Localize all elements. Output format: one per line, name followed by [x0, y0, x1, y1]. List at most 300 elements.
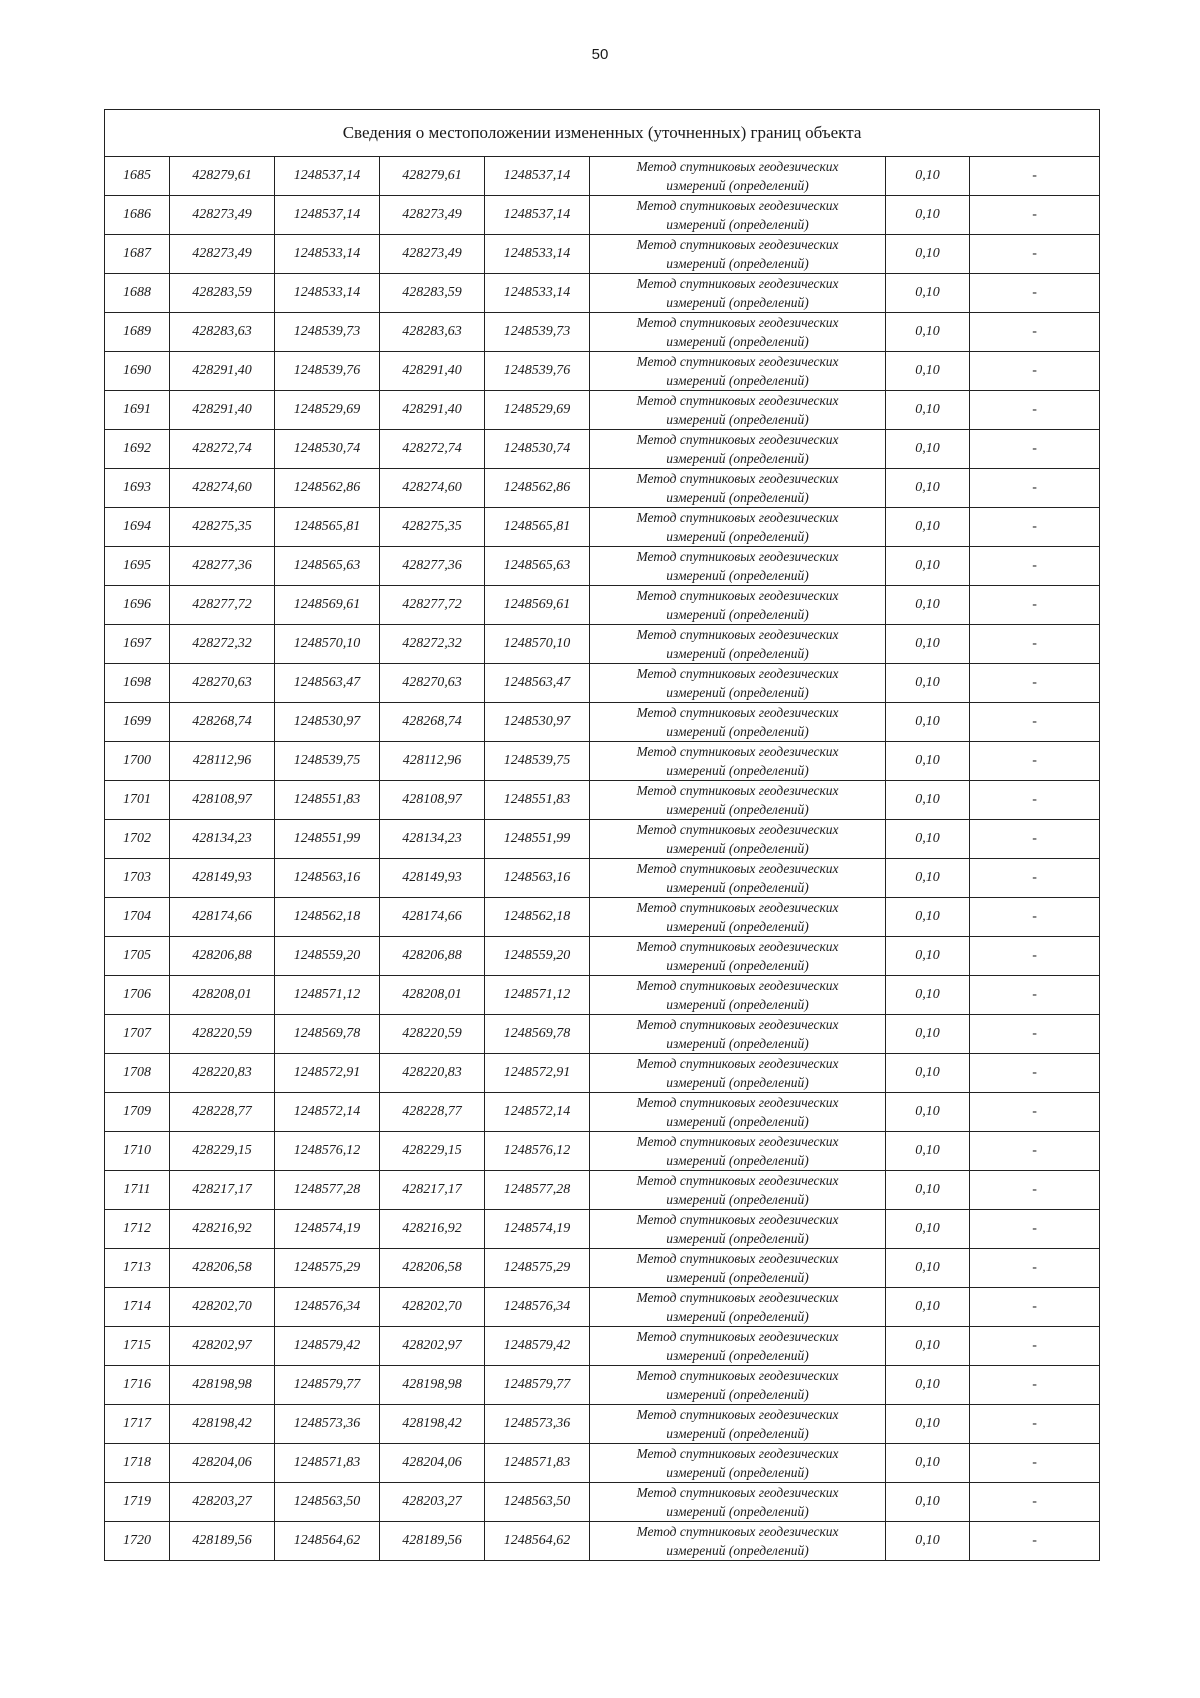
- accuracy-cell: 0,10: [886, 1093, 970, 1132]
- note-cell: -: [970, 1483, 1100, 1522]
- note-cell: -: [970, 937, 1100, 976]
- note-cell: -: [970, 820, 1100, 859]
- refined-x-cell: 428134,23: [380, 820, 485, 859]
- method-line-2: измерений (определений): [666, 334, 809, 349]
- accuracy-cell: 0,10: [886, 976, 970, 1015]
- point-number-cell: 1704: [105, 898, 170, 937]
- table-row: [105, 1522, 1100, 1561]
- table-row: [105, 157, 1100, 196]
- refined-y-cell: 1248576,34: [485, 1288, 590, 1327]
- existing-y-cell: 1248563,16: [275, 859, 380, 898]
- existing-y-cell: 1248539,76: [275, 352, 380, 391]
- accuracy-cell: 0,10: [886, 1210, 970, 1249]
- existing-y-cell: 1248576,12: [275, 1132, 380, 1171]
- point-number-cell: 1699: [105, 703, 170, 742]
- table-row: [105, 235, 1100, 274]
- accuracy-cell: 0,10: [886, 1483, 970, 1522]
- table-row: [105, 820, 1100, 859]
- method-line-1: Метод спутниковых геодезических: [636, 627, 839, 642]
- existing-y-cell: 1248539,73: [275, 313, 380, 352]
- refined-y-cell: 1248572,14: [485, 1093, 590, 1132]
- table-row: [105, 1210, 1100, 1249]
- point-number-cell: 1705: [105, 937, 170, 976]
- method-line-1: Метод спутниковых геодезических: [636, 666, 839, 681]
- method-cell: [590, 586, 886, 625]
- refined-x-cell: 428270,63: [380, 664, 485, 703]
- table-row: [105, 196, 1100, 235]
- existing-y-cell: 1248551,83: [275, 781, 380, 820]
- existing-y-cell: 1248565,81: [275, 508, 380, 547]
- refined-x-cell: 428174,66: [380, 898, 485, 937]
- existing-x-cell: 428203,27: [170, 1483, 275, 1522]
- refined-x-cell: 428203,27: [380, 1483, 485, 1522]
- method-line-2: измерений (определений): [666, 1036, 809, 1051]
- table-row: [105, 1093, 1100, 1132]
- accuracy-cell: 0,10: [886, 1522, 970, 1561]
- method-cell: [590, 313, 886, 352]
- method-line-1: Метод спутниковых геодезических: [636, 354, 839, 369]
- note-cell: -: [970, 1522, 1100, 1561]
- method-line-2: измерений (определений): [666, 919, 809, 934]
- refined-y-cell: 1248571,83: [485, 1444, 590, 1483]
- existing-x-cell: 428198,98: [170, 1366, 275, 1405]
- existing-x-cell: 428189,56: [170, 1522, 275, 1561]
- existing-x-cell: 428229,15: [170, 1132, 275, 1171]
- accuracy-cell: 0,10: [886, 1132, 970, 1171]
- existing-y-cell: 1248576,34: [275, 1288, 380, 1327]
- table-row: [105, 274, 1100, 313]
- method-line-1: Метод спутниковых геодезических: [636, 783, 839, 798]
- method-cell: [590, 1366, 886, 1405]
- refined-x-cell: 428268,74: [380, 703, 485, 742]
- note-cell: -: [970, 1288, 1100, 1327]
- existing-x-cell: 428149,93: [170, 859, 275, 898]
- method-line-1: Метод спутниковых геодезических: [636, 1485, 839, 1500]
- existing-x-cell: 428202,70: [170, 1288, 275, 1327]
- method-cell: [590, 547, 886, 586]
- method-line-1: Метод спутниковых геодезических: [636, 315, 839, 330]
- method-cell: [590, 1132, 886, 1171]
- existing-x-cell: 428174,66: [170, 898, 275, 937]
- method-line-2: измерений (определений): [666, 802, 809, 817]
- point-number-cell: 1715: [105, 1327, 170, 1366]
- refined-x-cell: 428198,42: [380, 1405, 485, 1444]
- method-line-2: измерений (определений): [666, 841, 809, 856]
- accuracy-cell: 0,10: [886, 1171, 970, 1210]
- method-line-2: измерений (определений): [666, 1153, 809, 1168]
- table-row: [105, 1327, 1100, 1366]
- existing-y-cell: 1248529,69: [275, 391, 380, 430]
- method-cell: [590, 1249, 886, 1288]
- accuracy-cell: 0,10: [886, 157, 970, 196]
- point-number-cell: 1711: [105, 1171, 170, 1210]
- method-line-1: Метод спутниковых геодезических: [636, 432, 839, 447]
- existing-x-cell: 428206,58: [170, 1249, 275, 1288]
- method-line-1: Метод спутниковых геодезических: [636, 1251, 839, 1266]
- boundary-coordinates-table: [104, 109, 1100, 1561]
- method-cell: [590, 274, 886, 313]
- method-line-1: Метод спутниковых геодезических: [636, 744, 839, 759]
- note-cell: -: [970, 1132, 1100, 1171]
- existing-x-cell: 428279,61: [170, 157, 275, 196]
- point-number-cell: 1688: [105, 274, 170, 313]
- point-number-cell: 1720: [105, 1522, 170, 1561]
- existing-y-cell: 1248533,14: [275, 274, 380, 313]
- method-line-2: измерений (определений): [666, 412, 809, 427]
- refined-y-cell: 1248551,83: [485, 781, 590, 820]
- refined-y-cell: 1248562,86: [485, 469, 590, 508]
- refined-y-cell: 1248539,76: [485, 352, 590, 391]
- accuracy-cell: 0,10: [886, 937, 970, 976]
- existing-x-cell: 428270,63: [170, 664, 275, 703]
- existing-y-cell: 1248559,20: [275, 937, 380, 976]
- refined-y-cell: 1248576,12: [485, 1132, 590, 1171]
- method-cell: [590, 703, 886, 742]
- refined-y-cell: 1248539,73: [485, 313, 590, 352]
- note-cell: -: [970, 586, 1100, 625]
- method-cell: [590, 1522, 886, 1561]
- method-line-1: Метод спутниковых геодезических: [636, 978, 839, 993]
- note-cell: -: [970, 508, 1100, 547]
- existing-y-cell: 1248562,86: [275, 469, 380, 508]
- refined-y-cell: 1248563,47: [485, 664, 590, 703]
- note-cell: -: [970, 1327, 1100, 1366]
- method-cell: [590, 1054, 886, 1093]
- method-line-1: Метод спутниковых геодезических: [636, 822, 839, 837]
- note-cell: -: [970, 742, 1100, 781]
- method-cell: [590, 742, 886, 781]
- existing-y-cell: 1248579,77: [275, 1366, 380, 1405]
- existing-y-cell: 1248570,10: [275, 625, 380, 664]
- refined-x-cell: 428291,40: [380, 391, 485, 430]
- table-row: [105, 1171, 1100, 1210]
- note-cell: -: [970, 352, 1100, 391]
- table-row: [105, 469, 1100, 508]
- existing-x-cell: 428202,97: [170, 1327, 275, 1366]
- refined-y-cell: 1248537,14: [485, 196, 590, 235]
- note-cell: -: [970, 157, 1100, 196]
- method-line-1: Метод спутниковых геодезических: [636, 1290, 839, 1305]
- point-number-cell: 1694: [105, 508, 170, 547]
- refined-x-cell: 428279,61: [380, 157, 485, 196]
- method-line-2: измерений (определений): [666, 763, 809, 778]
- method-line-2: измерений (определений): [666, 295, 809, 310]
- accuracy-cell: 0,10: [886, 664, 970, 703]
- existing-x-cell: 428273,49: [170, 235, 275, 274]
- existing-y-cell: 1248572,14: [275, 1093, 380, 1132]
- accuracy-cell: 0,10: [886, 391, 970, 430]
- accuracy-cell: 0,10: [886, 274, 970, 313]
- method-line-2: измерений (определений): [666, 724, 809, 739]
- method-cell: [590, 1171, 886, 1210]
- method-cell: [590, 1327, 886, 1366]
- method-line-1: Метод спутниковых геодезических: [636, 588, 839, 603]
- point-number-cell: 1686: [105, 196, 170, 235]
- note-cell: -: [970, 196, 1100, 235]
- method-line-1: Метод спутниковых геодезических: [636, 900, 839, 915]
- existing-y-cell: 1248569,61: [275, 586, 380, 625]
- method-cell: [590, 1405, 886, 1444]
- refined-y-cell: 1248579,42: [485, 1327, 590, 1366]
- method-cell: [590, 1444, 886, 1483]
- point-number-cell: 1717: [105, 1405, 170, 1444]
- refined-y-cell: 1248574,19: [485, 1210, 590, 1249]
- refined-y-cell: 1248530,97: [485, 703, 590, 742]
- method-cell: [590, 1093, 886, 1132]
- table-row: [105, 391, 1100, 430]
- existing-x-cell: 428112,96: [170, 742, 275, 781]
- method-cell: [590, 859, 886, 898]
- table-row: [105, 1132, 1100, 1171]
- method-cell: [590, 1210, 886, 1249]
- existing-y-cell: 1248571,83: [275, 1444, 380, 1483]
- note-cell: -: [970, 391, 1100, 430]
- refined-y-cell: 1248579,77: [485, 1366, 590, 1405]
- point-number-cell: 1685: [105, 157, 170, 196]
- existing-x-cell: 428208,01: [170, 976, 275, 1015]
- refined-x-cell: 428272,74: [380, 430, 485, 469]
- method-line-2: измерений (определений): [666, 451, 809, 466]
- table-row: [105, 1015, 1100, 1054]
- method-line-2: измерений (определений): [666, 646, 809, 661]
- method-cell: [590, 976, 886, 1015]
- refined-x-cell: 428189,56: [380, 1522, 485, 1561]
- table-row: [105, 1054, 1100, 1093]
- table-row: [105, 508, 1100, 547]
- point-number-cell: 1698: [105, 664, 170, 703]
- existing-y-cell: 1248577,28: [275, 1171, 380, 1210]
- existing-y-cell: 1248571,12: [275, 976, 380, 1015]
- point-number-cell: 1712: [105, 1210, 170, 1249]
- refined-x-cell: 428220,59: [380, 1015, 485, 1054]
- accuracy-cell: 0,10: [886, 703, 970, 742]
- note-cell: -: [970, 1093, 1100, 1132]
- refined-x-cell: 428198,98: [380, 1366, 485, 1405]
- accuracy-cell: 0,10: [886, 898, 970, 937]
- existing-y-cell: 1248563,50: [275, 1483, 380, 1522]
- note-cell: -: [970, 1444, 1100, 1483]
- table-row: [105, 664, 1100, 703]
- method-cell: [590, 352, 886, 391]
- existing-x-cell: 428206,88: [170, 937, 275, 976]
- note-cell: -: [970, 274, 1100, 313]
- accuracy-cell: 0,10: [886, 1405, 970, 1444]
- point-number-cell: 1693: [105, 469, 170, 508]
- method-line-2: измерений (определений): [666, 217, 809, 232]
- existing-y-cell: 1248537,14: [275, 157, 380, 196]
- note-cell: -: [970, 547, 1100, 586]
- refined-x-cell: 428273,49: [380, 235, 485, 274]
- refined-y-cell: 1248562,18: [485, 898, 590, 937]
- accuracy-cell: 0,10: [886, 352, 970, 391]
- refined-x-cell: 428108,97: [380, 781, 485, 820]
- note-cell: -: [970, 1366, 1100, 1405]
- table-row: [105, 586, 1100, 625]
- existing-x-cell: 428283,63: [170, 313, 275, 352]
- point-number-cell: 1700: [105, 742, 170, 781]
- accuracy-cell: 0,10: [886, 508, 970, 547]
- note-cell: -: [970, 859, 1100, 898]
- method-line-2: измерений (определений): [666, 1348, 809, 1363]
- refined-x-cell: 428149,93: [380, 859, 485, 898]
- point-number-cell: 1687: [105, 235, 170, 274]
- accuracy-cell: 0,10: [886, 1444, 970, 1483]
- method-line-1: Метод спутниковых геодезических: [636, 1173, 839, 1188]
- refined-x-cell: 428228,77: [380, 1093, 485, 1132]
- refined-x-cell: 428202,97: [380, 1327, 485, 1366]
- method-cell: [590, 1483, 886, 1522]
- point-number-cell: 1702: [105, 820, 170, 859]
- existing-x-cell: 428217,17: [170, 1171, 275, 1210]
- note-cell: -: [970, 781, 1100, 820]
- table-row: [105, 1483, 1100, 1522]
- table-row: [105, 1444, 1100, 1483]
- refined-y-cell: 1248572,91: [485, 1054, 590, 1093]
- note-cell: -: [970, 1210, 1100, 1249]
- existing-x-cell: 428134,23: [170, 820, 275, 859]
- refined-y-cell: 1248529,69: [485, 391, 590, 430]
- point-number-cell: 1718: [105, 1444, 170, 1483]
- existing-y-cell: 1248565,63: [275, 547, 380, 586]
- table-row: [105, 1249, 1100, 1288]
- point-number-cell: 1690: [105, 352, 170, 391]
- existing-x-cell: 428108,97: [170, 781, 275, 820]
- point-number-cell: 1707: [105, 1015, 170, 1054]
- existing-y-cell: 1248562,18: [275, 898, 380, 937]
- point-number-cell: 1714: [105, 1288, 170, 1327]
- accuracy-cell: 0,10: [886, 1327, 970, 1366]
- method-line-1: Метод спутниковых геодезических: [636, 705, 839, 720]
- refined-y-cell: 1248537,14: [485, 157, 590, 196]
- table-row: [105, 1405, 1100, 1444]
- accuracy-cell: 0,10: [886, 430, 970, 469]
- method-line-2: измерений (определений): [666, 1426, 809, 1441]
- note-cell: -: [970, 313, 1100, 352]
- accuracy-cell: 0,10: [886, 781, 970, 820]
- refined-x-cell: 428275,35: [380, 508, 485, 547]
- refined-x-cell: 428112,96: [380, 742, 485, 781]
- method-line-1: Метод спутниковых геодезических: [636, 471, 839, 486]
- refined-x-cell: 428272,32: [380, 625, 485, 664]
- method-line-1: Метод спутниковых геодезических: [636, 1446, 839, 1461]
- existing-x-cell: 428204,06: [170, 1444, 275, 1483]
- existing-x-cell: 428198,42: [170, 1405, 275, 1444]
- method-cell: [590, 898, 886, 937]
- method-line-2: измерений (определений): [666, 1231, 809, 1246]
- refined-x-cell: 428204,06: [380, 1444, 485, 1483]
- method-line-1: Метод спутниковых геодезических: [636, 237, 839, 252]
- method-cell: [590, 391, 886, 430]
- existing-x-cell: 428283,59: [170, 274, 275, 313]
- table-row: [105, 313, 1100, 352]
- method-cell: [590, 508, 886, 547]
- method-line-1: Метод спутниковых геодезических: [636, 861, 839, 876]
- refined-y-cell: 1248563,16: [485, 859, 590, 898]
- existing-x-cell: 428274,60: [170, 469, 275, 508]
- refined-x-cell: 428206,88: [380, 937, 485, 976]
- method-line-2: измерений (определений): [666, 490, 809, 505]
- existing-x-cell: 428275,35: [170, 508, 275, 547]
- note-cell: -: [970, 1405, 1100, 1444]
- existing-y-cell: 1248569,78: [275, 1015, 380, 1054]
- existing-y-cell: 1248579,42: [275, 1327, 380, 1366]
- refined-x-cell: 428208,01: [380, 976, 485, 1015]
- existing-x-cell: 428277,36: [170, 547, 275, 586]
- existing-x-cell: 428291,40: [170, 391, 275, 430]
- table-row: [105, 898, 1100, 937]
- method-line-2: измерений (определений): [666, 997, 809, 1012]
- refined-y-cell: 1248575,29: [485, 1249, 590, 1288]
- refined-x-cell: 428273,49: [380, 196, 485, 235]
- method-line-1: Метод спутниковых геодезических: [636, 1368, 839, 1383]
- table-row: [105, 937, 1100, 976]
- existing-y-cell: 1248563,47: [275, 664, 380, 703]
- method-line-1: Метод спутниковых геодезических: [636, 159, 839, 174]
- note-cell: -: [970, 1249, 1100, 1288]
- existing-y-cell: 1248573,36: [275, 1405, 380, 1444]
- refined-y-cell: 1248559,20: [485, 937, 590, 976]
- note-cell: -: [970, 1054, 1100, 1093]
- method-line-2: измерений (определений): [666, 1114, 809, 1129]
- existing-y-cell: 1248575,29: [275, 1249, 380, 1288]
- method-cell: [590, 625, 886, 664]
- method-line-1: Метод спутниковых геодезических: [636, 1329, 839, 1344]
- note-cell: -: [970, 1015, 1100, 1054]
- accuracy-cell: 0,10: [886, 235, 970, 274]
- refined-y-cell: 1248573,36: [485, 1405, 590, 1444]
- method-cell: [590, 430, 886, 469]
- method-line-2: измерений (определений): [666, 178, 809, 193]
- existing-x-cell: 428277,72: [170, 586, 275, 625]
- method-line-1: Метод спутниковых геодезических: [636, 276, 839, 291]
- refined-y-cell: 1248571,12: [485, 976, 590, 1015]
- method-line-1: Метод спутниковых геодезических: [636, 510, 839, 525]
- method-line-1: Метод спутниковых геодезических: [636, 939, 839, 954]
- existing-x-cell: 428272,74: [170, 430, 275, 469]
- method-line-1: Метод спутниковых геодезических: [636, 1017, 839, 1032]
- method-line-2: измерений (определений): [666, 373, 809, 388]
- existing-y-cell: 1248551,99: [275, 820, 380, 859]
- table-row: [105, 1366, 1100, 1405]
- method-cell: [590, 781, 886, 820]
- method-cell: [590, 820, 886, 859]
- table-row: [105, 976, 1100, 1015]
- refined-y-cell: 1248565,81: [485, 508, 590, 547]
- accuracy-cell: 0,10: [886, 1015, 970, 1054]
- method-line-2: измерений (определений): [666, 1270, 809, 1285]
- refined-x-cell: 428220,83: [380, 1054, 485, 1093]
- note-cell: -: [970, 898, 1100, 937]
- table-row: [105, 1288, 1100, 1327]
- note-cell: -: [970, 664, 1100, 703]
- table-row: [105, 781, 1100, 820]
- point-number-cell: 1710: [105, 1132, 170, 1171]
- method-line-2: измерений (определений): [666, 1192, 809, 1207]
- method-line-1: Метод спутниковых геодезических: [636, 1212, 839, 1227]
- method-line-2: измерений (определений): [666, 529, 809, 544]
- method-line-2: измерений (определений): [666, 1387, 809, 1402]
- existing-y-cell: 1248533,14: [275, 235, 380, 274]
- point-number-cell: 1689: [105, 313, 170, 352]
- method-line-2: измерений (определений): [666, 880, 809, 895]
- accuracy-cell: 0,10: [886, 586, 970, 625]
- point-number-cell: 1703: [105, 859, 170, 898]
- note-cell: -: [970, 625, 1100, 664]
- existing-x-cell: 428228,77: [170, 1093, 275, 1132]
- existing-x-cell: 428268,74: [170, 703, 275, 742]
- method-cell: [590, 937, 886, 976]
- table-row: [105, 352, 1100, 391]
